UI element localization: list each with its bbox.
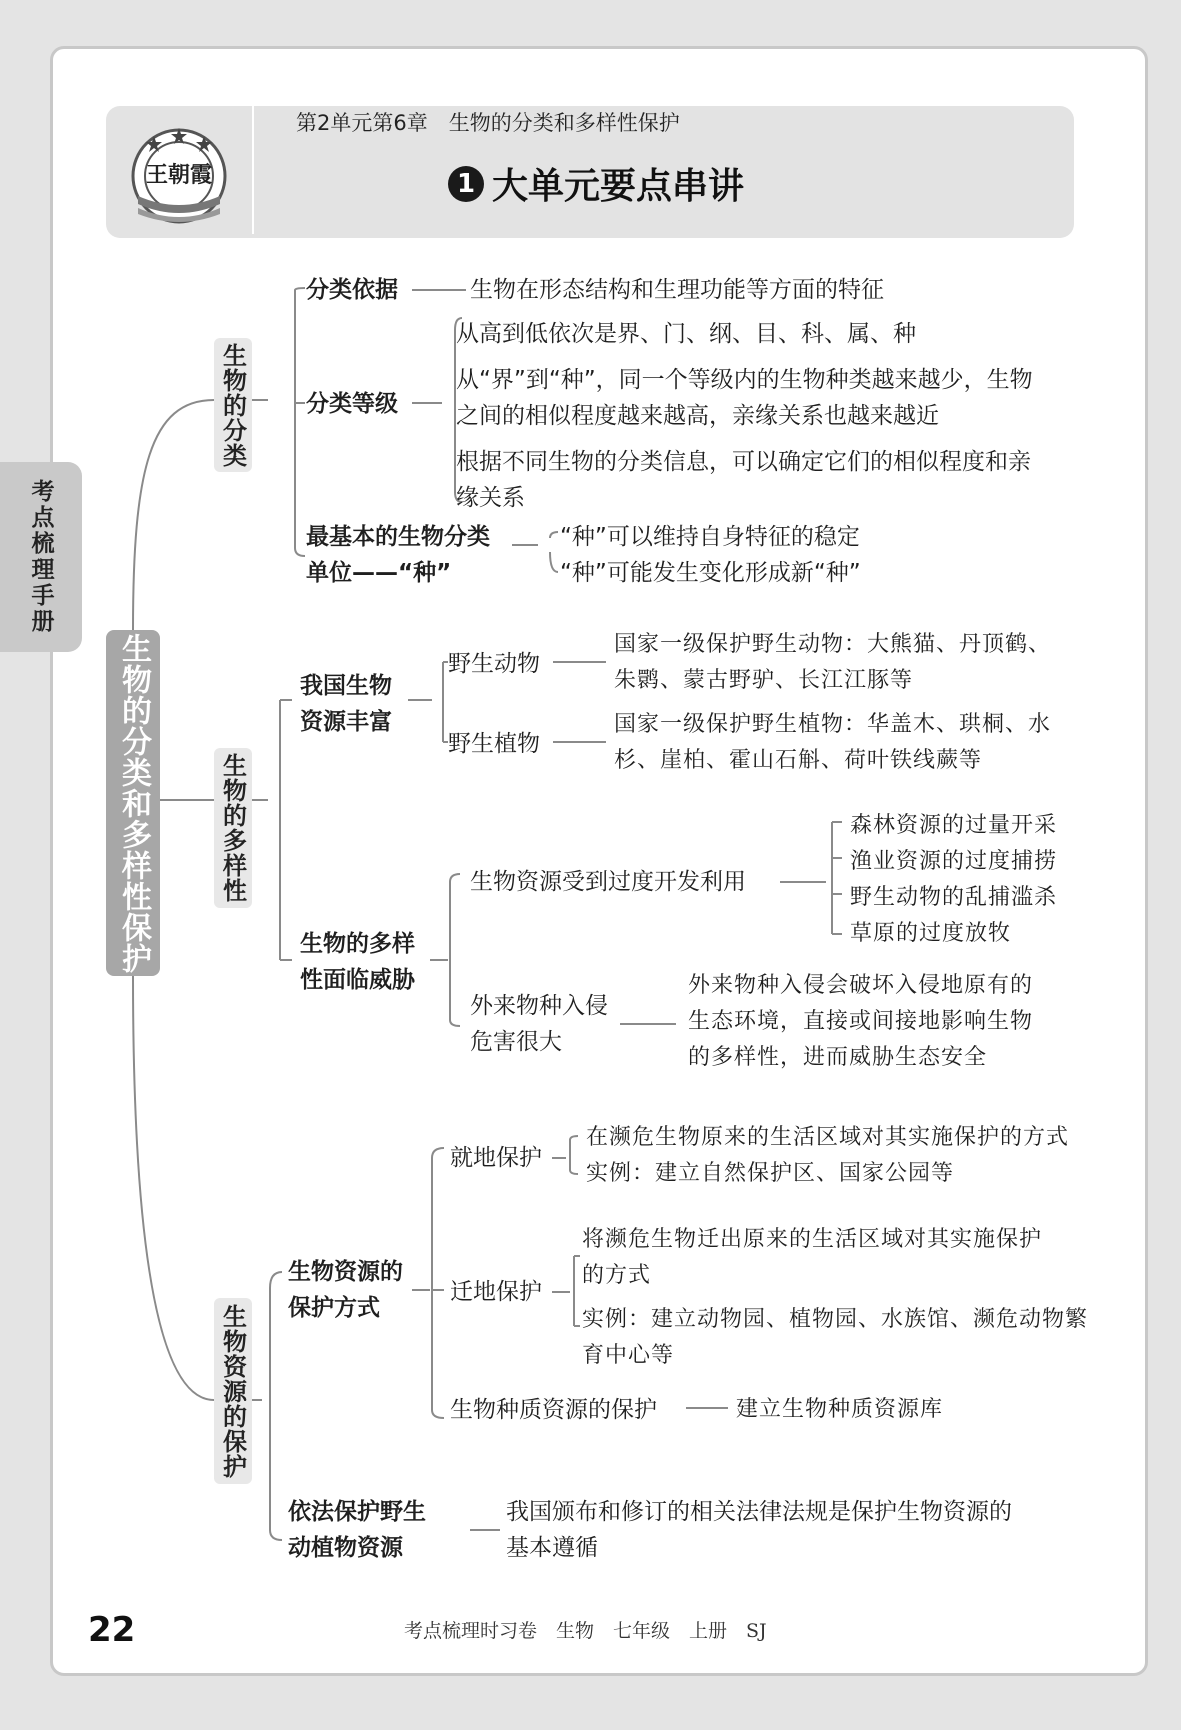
invasion-text-line3: 的多样性，进而威胁生态安全 [688, 1045, 988, 1070]
animals-label: 野生动物 [448, 651, 540, 677]
node-protection-label: 生物资源的保护 [218, 1303, 247, 1479]
plants-label: 野生植物 [448, 731, 540, 757]
side-tab-label: 考点梳理手册 [27, 479, 54, 635]
exsitu-item-3: 实例：建立动物园、植物园、水族馆、濒危动物繁 [582, 1307, 1089, 1332]
plants-text-line2: 杉、崖柏、霍山石斛、荷叶铁线蕨等 [614, 748, 983, 773]
insitu-label: 就地保护 [450, 1145, 542, 1171]
root-label: 生物的分类和多样性保护 [116, 632, 151, 974]
levels-item-3: 之间的相似程度越来越高，亲缘关系也越来越近 [456, 403, 939, 429]
law-label-line1: 依法保护野生 [288, 1499, 426, 1525]
invasion-label-line1: 外来物种入侵 [470, 993, 608, 1019]
invasion-label-line2: 危害很大 [470, 1029, 562, 1055]
node-protection [214, 1298, 252, 1484]
invasion-text-line1: 外来物种入侵会破坏入侵地原有的 [688, 973, 1034, 998]
levels-item-1: 从高到低依次是界、门、纲、目、科、属、种 [456, 321, 916, 347]
logo-text: 王朝霞 [145, 162, 213, 188]
law-text-line1: 我国颁布和修订的相关法律法规是保护生物资源的 [506, 1499, 1012, 1525]
overuse-item-3: 野生动物的乱捕滥杀 [850, 885, 1058, 910]
unit-item-1: “种”可以维持自身特征的稳定 [560, 524, 860, 550]
threat-label-line2: 性面临威胁 [300, 967, 415, 993]
methods-label-line2: 保护方式 [288, 1295, 380, 1321]
germplasm-text: 建立生物种质资源库 [736, 1397, 944, 1422]
exsitu-item-2: 的方式 [582, 1263, 652, 1288]
animals-text-line1: 国家一级保护野生动物：大熊猫、丹顶鹤、 [614, 632, 1052, 657]
rich-label-line2: 资源丰富 [300, 709, 392, 735]
animals-text-line2: 朱鹮、蒙古野驴、长江江豚等 [614, 668, 914, 693]
section-title-text: 大单元要点串讲 [492, 166, 745, 207]
overuse-item-4: 草原的过度放牧 [850, 921, 1012, 946]
page-number: 22 [88, 1610, 136, 1650]
germplasm-label: 生物种质资源的保护 [450, 1397, 657, 1423]
levels-label: 分类等级 [306, 391, 398, 417]
insitu-item-1: 在濒危生物原来的生活区域对其实施保护的方式 [586, 1125, 1070, 1150]
levels-item-4: 根据不同生物的分类信息，可以确定它们的相似程度和亲 [456, 449, 1031, 475]
rich-label-line1: 我国生物 [300, 673, 392, 699]
unit-label-line2: 单位——“种” [306, 560, 452, 586]
law-text-line2: 基本遵循 [506, 1535, 598, 1561]
unit-item-2: “种”可能发生变化形成新“种” [560, 560, 861, 586]
law-label-line2: 动植物资源 [288, 1535, 403, 1561]
overuse-item-2: 渔业资源的过度捕捞 [850, 849, 1058, 874]
exsitu-label: 迁地保护 [450, 1279, 542, 1305]
basis-label: 分类依据 [306, 277, 398, 303]
footer-text: 考点梳理时习卷 生物 七年级 上册 SJ [404, 1620, 767, 1642]
node-diversity [214, 748, 252, 908]
node-classification-label: 生物的分类 [218, 342, 247, 468]
basis-text: 生物在形态结构和生理功能等方面的特征 [470, 277, 884, 303]
overuse-item-1: 森林资源的过量开采 [850, 813, 1058, 838]
node-classification [214, 338, 252, 472]
overuse-label: 生物资源受到过度开发利用 [470, 869, 746, 895]
root-node [106, 630, 160, 976]
methods-label-line1: 生物资源的 [288, 1259, 403, 1285]
threat-label-line1: 生物的多样 [300, 931, 415, 957]
levels-item-5: 缘关系 [456, 485, 525, 511]
levels-item-2: 从“界”到“种”，同一个等级内的生物种类越来越少，生物 [456, 367, 1033, 393]
invasion-text-line2: 生态环境，直接或间接地影响生物 [688, 1009, 1034, 1034]
section-number-badge: 1 [448, 166, 484, 202]
exsitu-item-4: 育中心等 [582, 1343, 675, 1368]
plants-text-line1: 国家一级保护野生植物：华盖木、珙桐、水 [614, 712, 1052, 737]
insitu-item-2: 实例：建立自然保护区、国家公园等 [586, 1161, 955, 1186]
chapter-title: 第2单元第6章 生物的分类和多样性保护 [296, 111, 680, 135]
exsitu-item-1: 将濒危生物迁出原来的生活区域对其实施保护 [582, 1227, 1043, 1252]
unit-label-line1: 最基本的生物分类 [306, 524, 490, 550]
node-diversity-label: 生物的多样性 [218, 753, 247, 903]
